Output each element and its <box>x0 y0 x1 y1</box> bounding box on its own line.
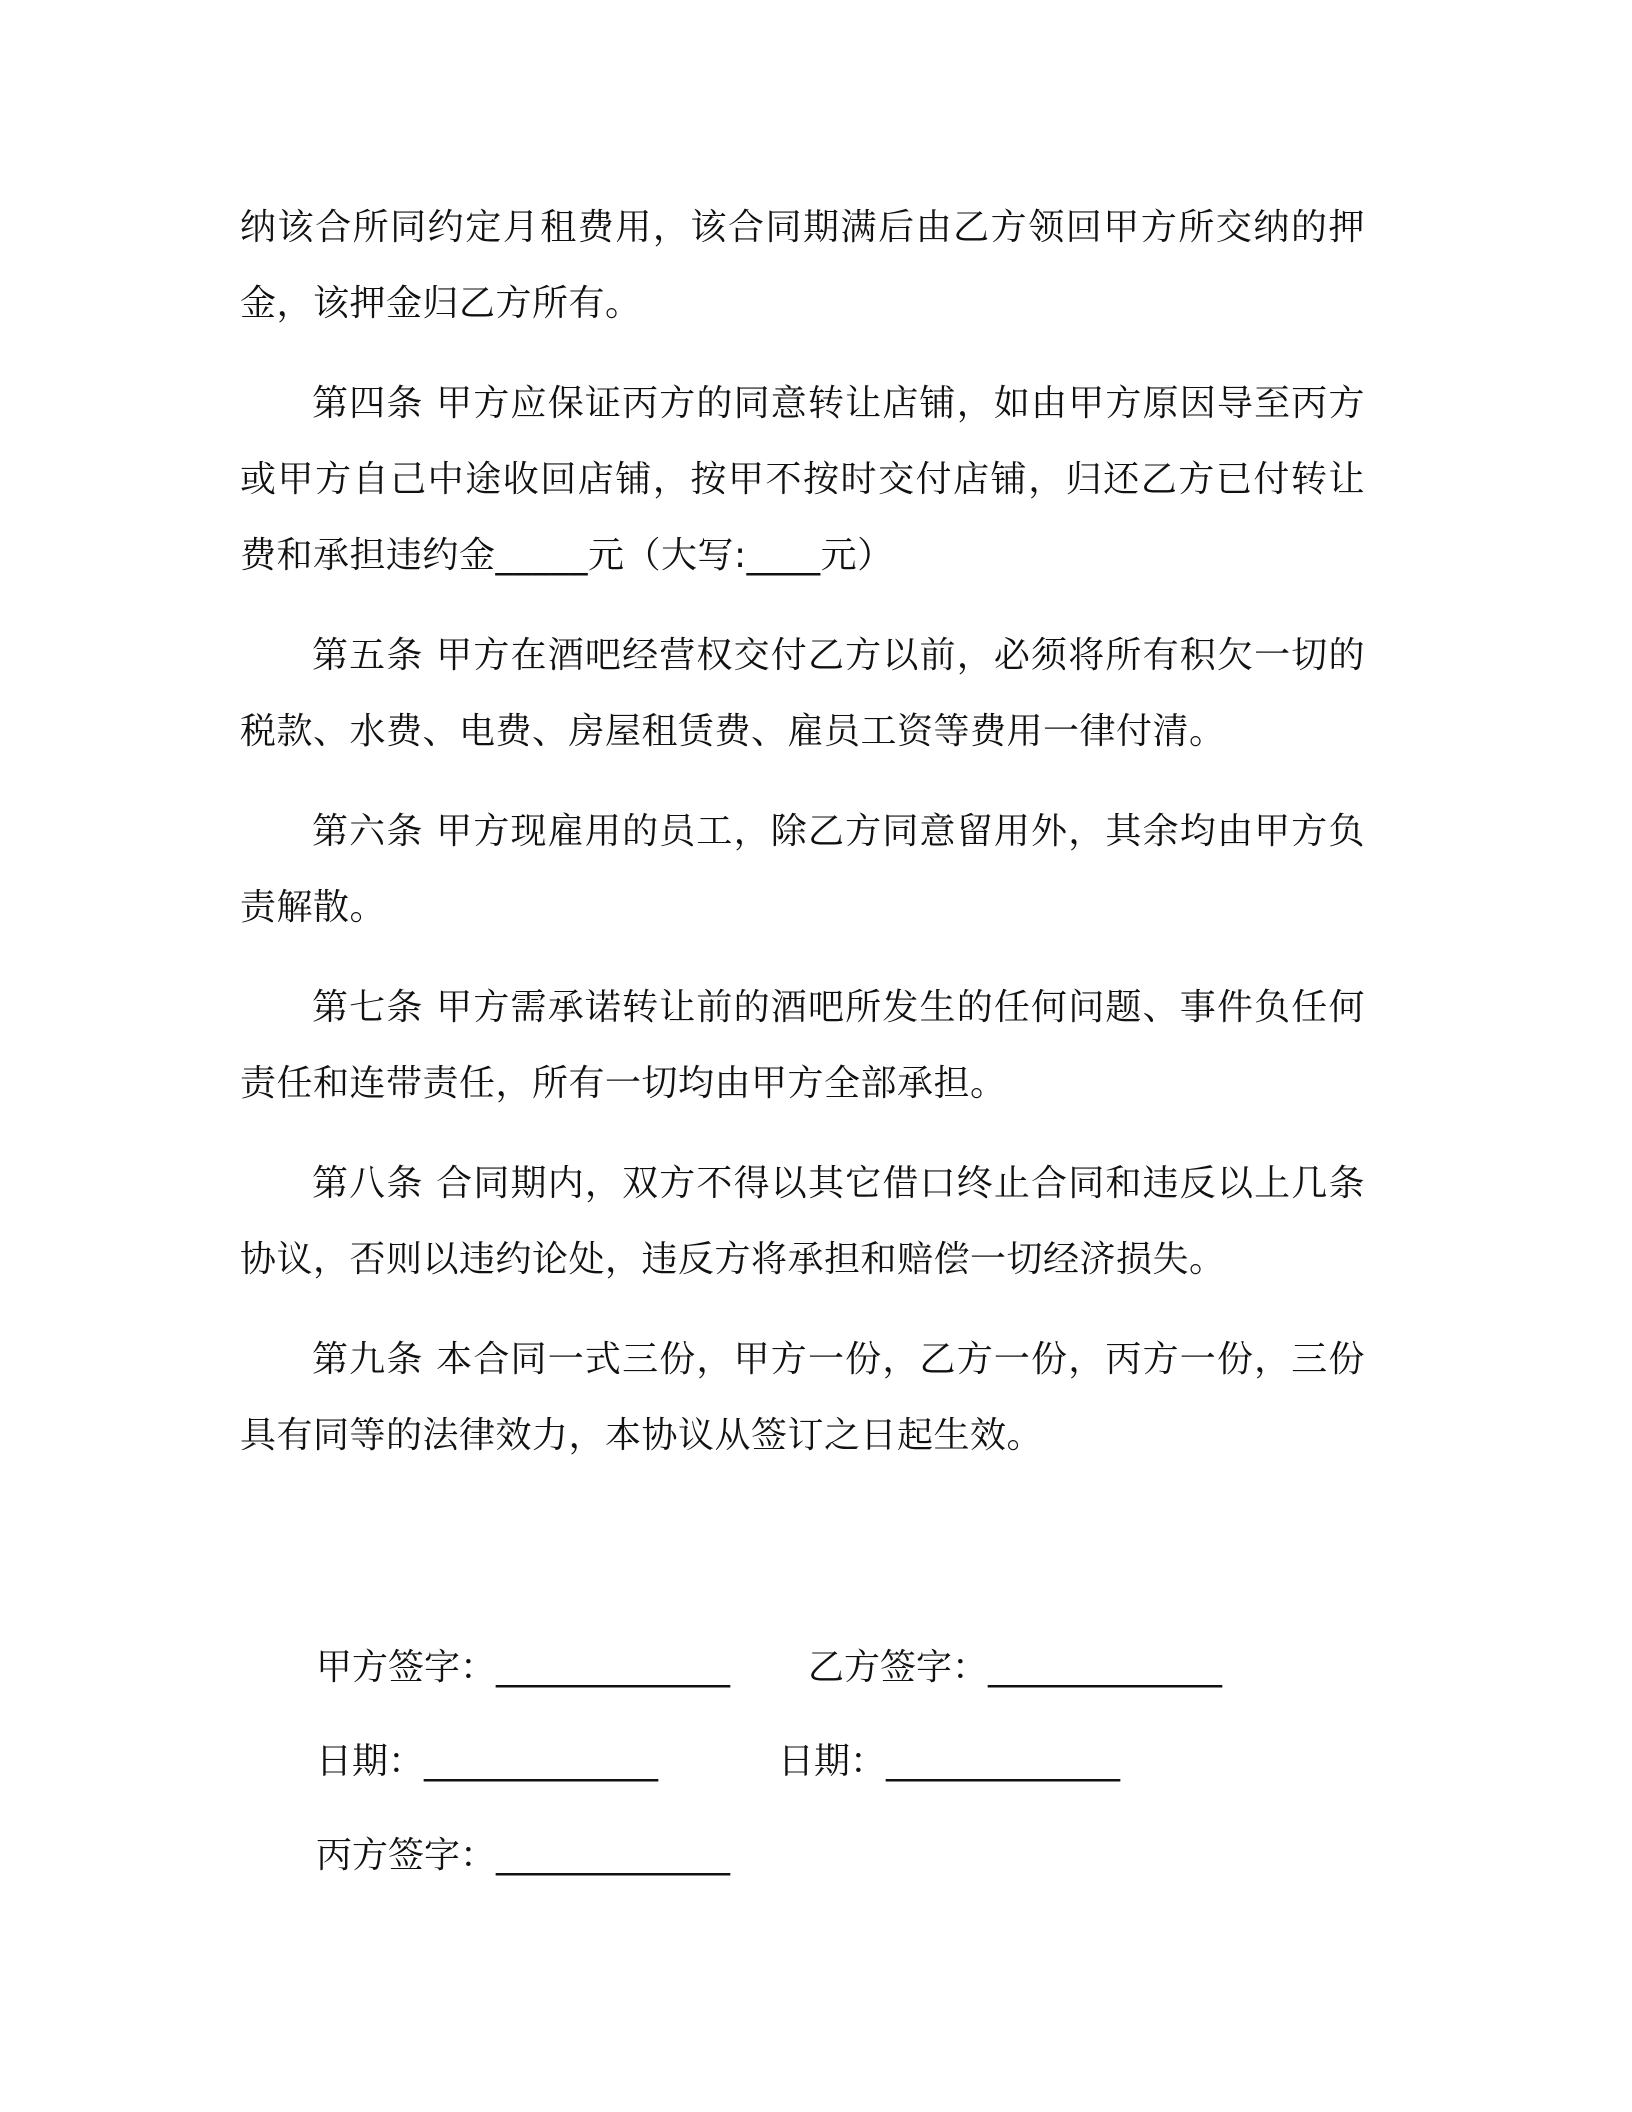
party-b-signature-field: 乙方签字：_____________ <box>808 1647 1223 1688</box>
signature-row-dates <box>316 1732 1366 1826</box>
paragraph-article-4: 第四条 甲方应保证丙方的同意转让店铺，如由甲方原因导至丙方或甲方自己中途收回店铺，按甲不按时交付店铺，归还乙方已付转让费和承担违约金_____元（大写:____元） <box>240 383 1365 576</box>
paragraph-article-8: 第八条 合同期内，双方不得以其它借口终止合同和违反以上几条协议，否则以违约论处，违反方将承担和赔偿一切经济损失。 <box>240 1163 1365 1280</box>
paragraph-article-9: 第九条 本合同一式三份，甲方一份，乙方一份，丙方一份，三份具有同等的法律效力，本协议从签订之日起生效。 <box>240 1339 1365 1456</box>
party-a-signature-field: 甲方签字：_____________ <box>316 1647 731 1688</box>
paragraph-continuation: 纳该合所同约定月租费用，该合同期满后由乙方领回甲方所交纳的押金，该押金归乙方所有。 <box>240 207 1365 324</box>
paragraph-article-5: 第五条 甲方在酒吧经营权交付乙方以前，必须将所有积欠一切的税款、水费、电费、房屋租赁费、雇员工资等费用一律付清。 <box>240 635 1365 752</box>
paragraph-article-6: 第六条 甲方现雇用的员工，除乙方同意留用外，其余均由甲方负责解散。 <box>240 811 1365 928</box>
party-c-signature-field: 丙方签字：_____________ <box>316 1835 731 1876</box>
signature-block <box>316 1638 1366 1920</box>
signature-row-parties <box>316 1638 1366 1732</box>
party-b-date-field: 日期：_____________ <box>778 1741 1121 1782</box>
paragraph-article-7: 第七条 甲方需承诺转让前的酒吧所发生的任何问题、事件负任何责任和连带责任，所有一切均由甲方全部承担。 <box>240 987 1365 1104</box>
party-a-date-field: 日期：_____________ <box>316 1741 659 1782</box>
signature-row-party-c <box>316 1826 1366 1920</box>
contract-body <box>240 190 1365 1498</box>
